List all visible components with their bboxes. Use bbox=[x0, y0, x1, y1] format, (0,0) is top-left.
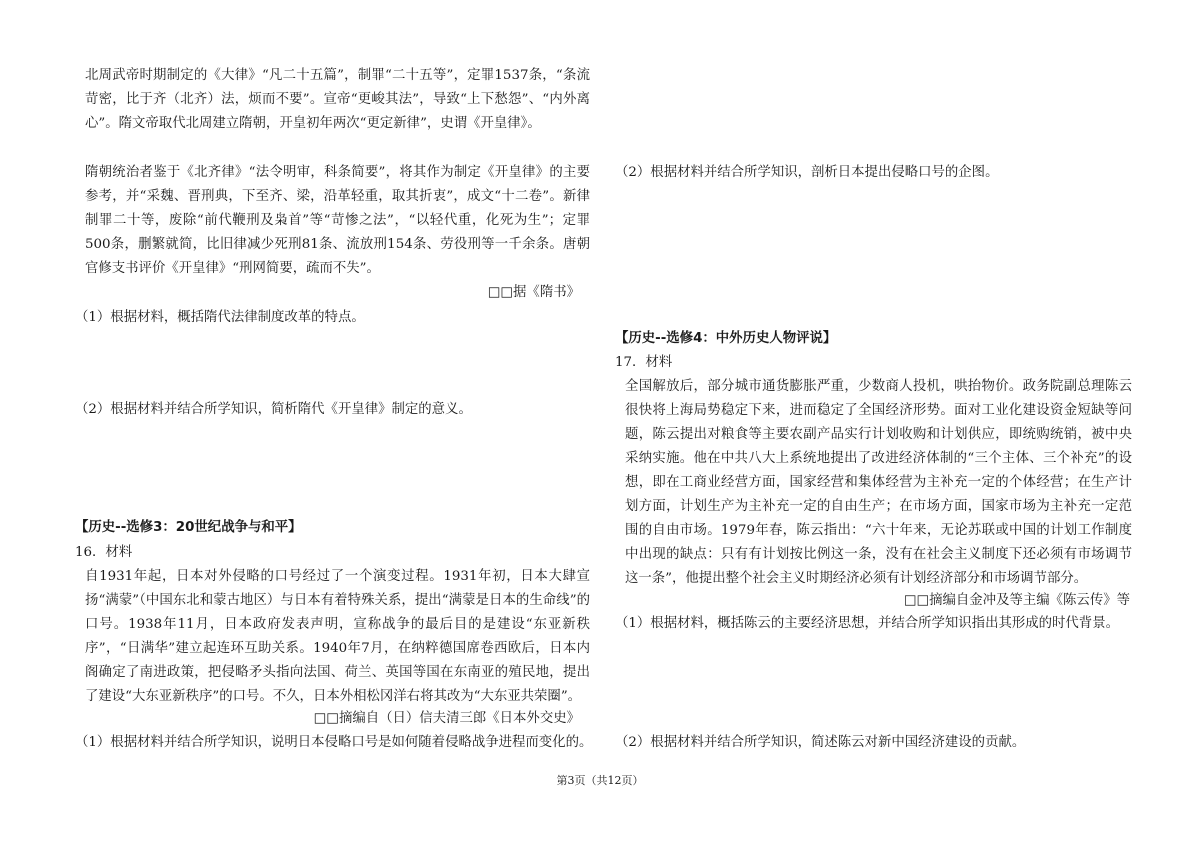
material-16-source: □□摘编自（日）信夫清三郎《日本外交史》 bbox=[313, 711, 580, 726]
question-16-2: （2）根据材料并结合所学知识，剖析日本提出侵略口号的企图。 bbox=[615, 165, 999, 180]
question-15-1: （1）根据材料，概括隋代法律制度改革的特点。 bbox=[75, 310, 365, 325]
question-17-label: 17．材料 bbox=[615, 355, 673, 370]
section-3-heading: 【历史--选修3：20世纪战争与和平】 bbox=[75, 520, 302, 535]
material-15-paragraph-1: 北周武帝时期制定的《大律》“凡二十五篇”，制罪“二十五等”，定罪1537条，“条流苛密，比于齐（北齐）法，烦而不要”。宣帝“更峻其法”，导致“上下愁怨”、“内外离心”。隋文帝取代北周建立隋朝，开皇初年两次“更定新律”，史谓《开皇律》。 bbox=[85, 68, 590, 131]
material-17-source: □□摘编自金冲及等主编《陈云传》等 bbox=[903, 593, 1130, 608]
material-17-paragraph: 全国解放后，部分城市通货膨胀严重，少数商人投机，哄抬物价。政务院副总理陈云很快将上海局势稳定下来，进而稳定了全国经济形势。面对工业化建设资金短缺等问题，陈云提出对粮食等主要农副产品实行计划收购和计划供应，即统购统销，被中央采纳实施。他在中共八大上系统地提出了改进经济体制的“三个主体、三个补充”的设想，即在工商业经营方面，国家经营和集体经营为主补充一定的个体经营；在生产计划方面，计划生产为主补充一定的自由生产；在市场方面，国家市场为主补充一定范围的自由市场。1979年春，陈云指出：“六十年来，无论苏联或中国的计划工作制度中出现的缺点：只有有计划按比例这一条，没有在社会主义制度下还必须有市场调节这一条”，他提出整个社会主义时期经济必须有计划经济部分和市场调节部分。 bbox=[625, 379, 1132, 586]
question-17-1: （1）根据材料，概括陈云的主要经济思想，并结合所学知识指出其形成的时代背景。 bbox=[615, 616, 1119, 631]
material-15-paragraph-2: 隋朝统治者鉴于《北齐律》“法令明审，科条简要”，将其作为制定《开皇律》的主要参考，并“采魏、晋刑典，下至齐、梁，沿革轻重，取其折衷”，成文“十二卷”。新律制罪二十等，废除“前代鞭刑及枭首”等“苛惨之法”，“以轻代重，化死为生”；定罪500条，删繁就简，比旧律减少死刑81条、流放刑154条、劳役刑等一千余条。唐朝官修支书评价《开皇律》“刑网简要，疏而不失”。 bbox=[85, 165, 590, 276]
material-16-paragraph: 自1931年起，日本对外侵略的口号经过了一个演变过程。1931年初，日本大肆宣扬“满蒙”（中国东北和蒙古地区）与日本有着特殊关系，提出“满蒙是日本的生命线”的口号。1938年11月，日本政府发表声明，宣称战争的最后目的是建设“东亚新秩序”，“日满华”建立起连环互助关系。1940年7月，在纳粹德国席卷西欧后，日本内阁确定了南进政策，把侵略矛头指向法国、荷兰、英国等国在东南亚的殖民地，提出了建设“大东亚新秩序”的口号。不久，日本外相松冈洋右将其改为“大东亚共荣圈”。 bbox=[85, 569, 590, 704]
question-15-2: （2）根据材料并结合所学知识，简析隋代《开皇律》制定的意义。 bbox=[75, 402, 472, 417]
question-17-2: （2）根据材料并结合所学知识，简述陈云对新中国经济建设的贡献。 bbox=[615, 735, 1026, 750]
material-15-source: □□据《隋书》 bbox=[487, 285, 580, 300]
section-4-heading: 【历史--选修4：中外历史人物评说】 bbox=[615, 331, 837, 346]
question-16-1: （1）根据材料并结合所学知识，说明日本侵略口号是如何随着侵略战争进程而变化的。 bbox=[75, 735, 593, 750]
question-16-label: 16．材料 bbox=[75, 545, 133, 560]
page-footer: 第3页（共12页） bbox=[556, 774, 644, 787]
